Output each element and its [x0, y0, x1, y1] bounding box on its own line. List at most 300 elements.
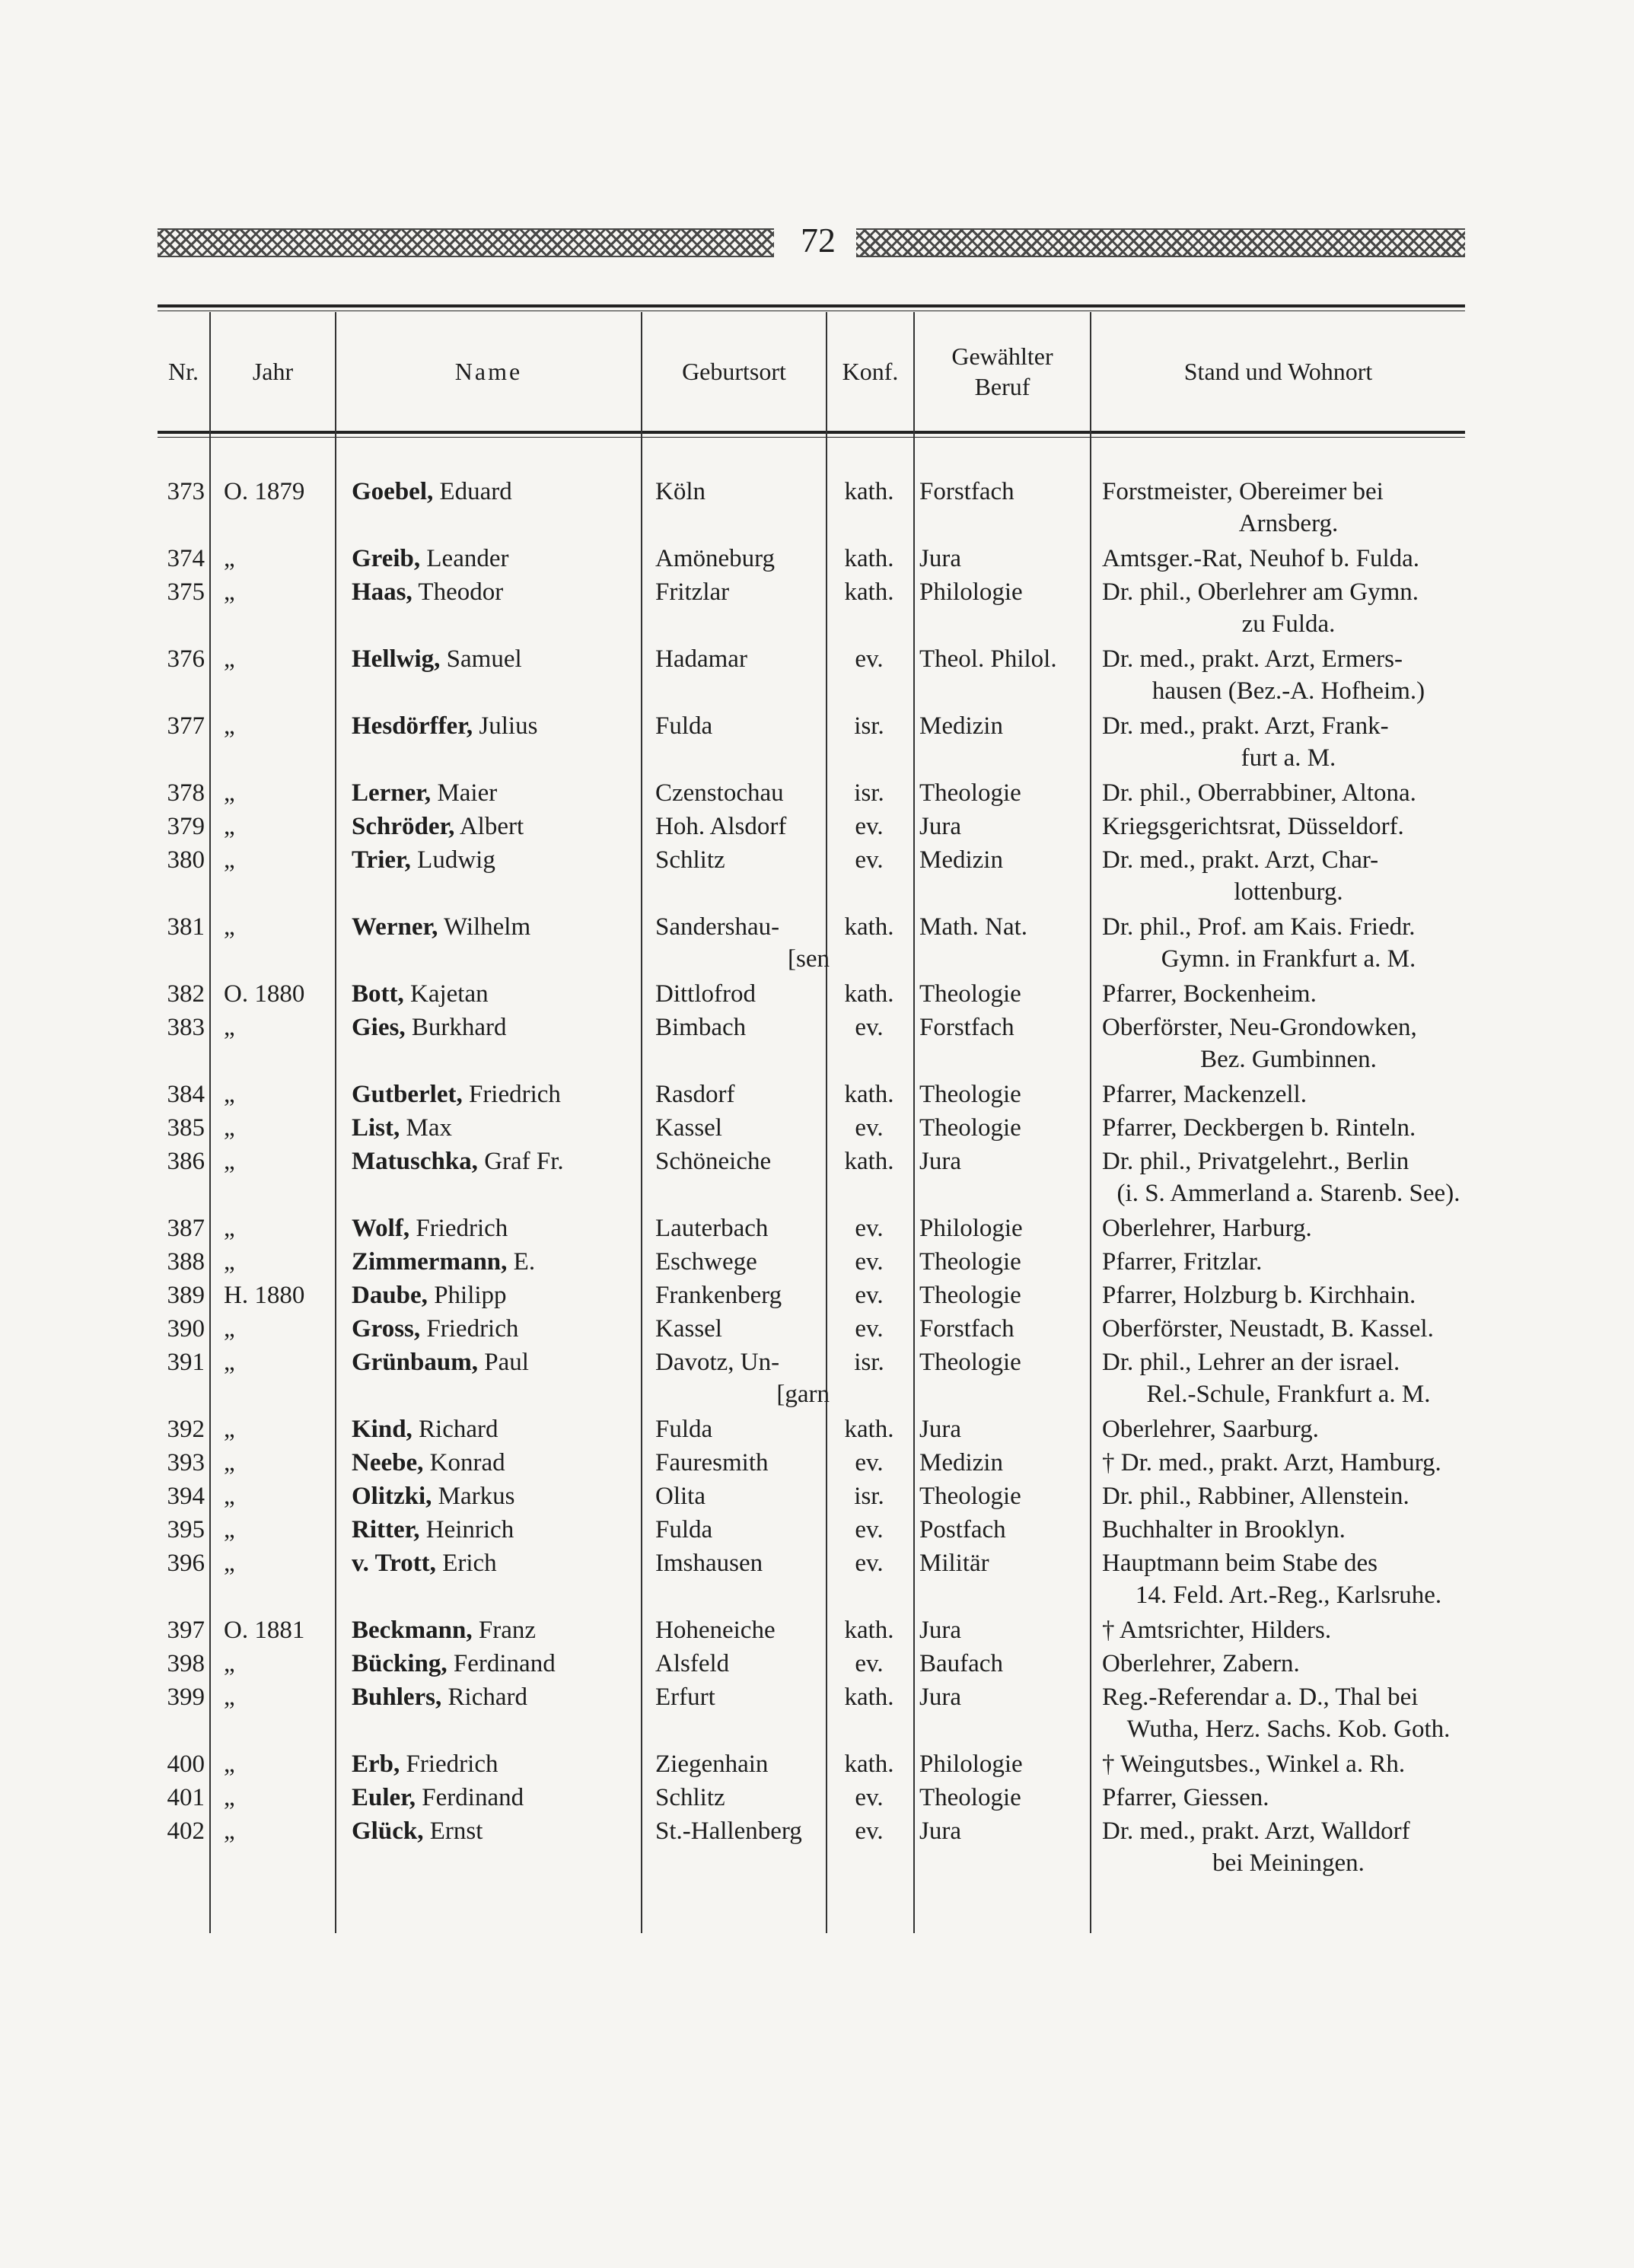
surname: Buhlers,: [352, 1683, 442, 1711]
status-residence: [1102, 978, 1475, 1010]
birthplace: [655, 476, 827, 508]
birthplace: [655, 1346, 830, 1408]
entry-year: O. 1881: [224, 1617, 305, 1644]
status-residence: [1102, 1011, 1475, 1075]
chosen-profession: Theol. Philol.: [919, 645, 1057, 673]
status-continuation: zu Fulda.: [1241, 610, 1336, 638]
given-name: Leander: [426, 545, 509, 572]
given-name: E.: [513, 1248, 536, 1276]
chosen-profession: Medizin: [919, 846, 1003, 874]
entry-year: „: [224, 1750, 235, 1778]
given-name: Maier: [437, 779, 498, 807]
status-line: Dr. phil., Rabbiner, Allenstein.: [1102, 1483, 1409, 1510]
birthplace-line: Eschwege: [655, 1248, 757, 1276]
birthplace: [655, 1078, 827, 1110]
entry-number: 386: [167, 1148, 205, 1175]
given-name: Philipp: [434, 1282, 507, 1309]
header-stand: Stand und Wohnort: [1183, 358, 1373, 385]
status-line: Amtsger.-Rat, Neuhof b. Fulda.: [1102, 545, 1420, 572]
entry-number: 378: [167, 779, 205, 807]
status-residence: [1102, 1279, 1475, 1311]
status-residence: [1102, 1480, 1475, 1512]
birthplace-line: Olita: [655, 1483, 706, 1510]
birthplace: [655, 1313, 827, 1345]
entry-number: 393: [167, 1449, 205, 1476]
confession: ev.: [855, 1282, 884, 1309]
entry-year: „: [224, 846, 235, 874]
surname: List,: [352, 1114, 400, 1142]
given-name: Burkhard: [411, 1014, 507, 1041]
confession: ev.: [855, 1315, 884, 1343]
status-line: Dr. phil., Oberlehrer am Gymn.: [1102, 578, 1419, 606]
status-residence: [1102, 911, 1475, 975]
status-line: † Amtsrichter, Hilders.: [1102, 1617, 1332, 1644]
entry-name: [352, 1112, 636, 1144]
confession: isr.: [854, 712, 884, 740]
confession: ev.: [855, 846, 884, 874]
given-name: Samuel: [446, 645, 522, 673]
birthplace: [655, 543, 827, 575]
given-name: Kajetan: [410, 980, 489, 1008]
status-line: Pfarrer, Bockenheim.: [1102, 980, 1317, 1008]
given-name: Konrad: [429, 1449, 505, 1476]
chosen-profession: Theologie: [919, 1483, 1021, 1510]
surname: Ritter,: [352, 1516, 420, 1543]
surname: Daube,: [352, 1282, 428, 1309]
chosen-profession: Forstfach: [919, 478, 1014, 505]
entry-number: 394: [167, 1483, 205, 1510]
birthplace: [655, 643, 827, 675]
status-continuation: lottenburg.: [1234, 878, 1343, 906]
given-name: Ludwig: [417, 846, 495, 874]
status-residence: [1102, 811, 1475, 843]
entry-name: [352, 1078, 636, 1110]
entry-number: 373: [167, 478, 205, 505]
entry-name: [352, 543, 636, 575]
surname: Lerner,: [352, 779, 432, 807]
confession: kath.: [844, 1683, 894, 1711]
status-line: Pfarrer, Deckbergen b. Rinteln.: [1102, 1114, 1416, 1142]
birthplace-line: Kassel: [655, 1315, 722, 1343]
birthplace-line: Kassel: [655, 1114, 722, 1142]
ornament-border-right: [856, 228, 1465, 257]
status-residence: [1102, 1782, 1475, 1814]
chosen-profession: Theologie: [919, 980, 1021, 1008]
status-line: Oberlehrer, Harburg.: [1102, 1215, 1312, 1242]
birthplace-line: Ziegenhain: [655, 1750, 769, 1778]
birthplace: [655, 978, 827, 1010]
entry-name: [352, 844, 636, 876]
surname: v. Trott,: [352, 1550, 436, 1577]
status-line: † Dr. med., prakt. Arzt, Hamburg.: [1102, 1449, 1441, 1476]
birthplace: [655, 1748, 827, 1780]
status-residence: [1102, 1145, 1475, 1209]
status-line: Oberlehrer, Zabern.: [1102, 1650, 1300, 1677]
status-line: Hauptmann beim Stabe des: [1102, 1550, 1378, 1577]
confession: ev.: [855, 1215, 884, 1242]
status-line: Forstmeister, Obereimer bei: [1102, 478, 1384, 505]
status-residence: [1102, 1547, 1475, 1611]
status-line: Dr. med., prakt. Arzt, Walldorf: [1102, 1817, 1410, 1845]
status-residence: [1102, 777, 1475, 809]
birthplace-line: Köln: [655, 478, 706, 505]
header-konf: Konf.: [842, 358, 899, 385]
status-line: Dr. med., prakt. Arzt, Ermers-: [1102, 645, 1403, 673]
birthplace: [655, 1112, 827, 1144]
surname: Gross,: [352, 1315, 421, 1343]
entry-number: 377: [167, 712, 205, 740]
status-continuation: hausen (Bez.-A. Hofheim.): [1151, 677, 1425, 705]
entry-year: „: [224, 578, 235, 606]
birthplace-line: Fulda: [655, 712, 713, 740]
given-name: Erich: [442, 1550, 497, 1577]
entry-year: „: [224, 712, 235, 740]
table-top-rule: [158, 304, 1465, 307]
status-line: Dr. phil., Oberrabbiner, Altona.: [1102, 779, 1416, 807]
header-bottom-rule-thin: [158, 437, 1465, 438]
surname: Schröder,: [352, 813, 455, 840]
entry-year: „: [224, 1650, 235, 1677]
chosen-profession: Math. Nat.: [919, 913, 1028, 941]
status-line: Pfarrer, Fritzlar.: [1102, 1248, 1263, 1276]
entry-year: „: [224, 1784, 235, 1811]
surname: Goebel,: [352, 478, 434, 505]
birthplace: [655, 911, 830, 973]
confession: ev.: [855, 1516, 884, 1543]
given-name: Eduard: [439, 478, 512, 505]
entry-name: [352, 1313, 636, 1345]
entry-year: „: [224, 1014, 235, 1041]
given-name: Max: [406, 1114, 453, 1142]
given-name: Graf Fr.: [484, 1148, 564, 1175]
confession: ev.: [855, 645, 884, 673]
confession: kath.: [844, 1148, 894, 1175]
page-number: 72: [801, 221, 836, 260]
birthplace-line: Hadamar: [655, 645, 747, 673]
surname: Neebe,: [352, 1449, 424, 1476]
given-name: Friedrich: [416, 1215, 508, 1242]
status-line: † Weingutsbes., Winkel a. Rh.: [1102, 1750, 1406, 1778]
entry-name: [352, 710, 636, 742]
chosen-profession: Jura: [919, 1683, 961, 1711]
chosen-profession: Jura: [919, 813, 961, 840]
column-divider: [641, 312, 642, 1933]
header-geburtsort: Geburtsort: [682, 358, 786, 385]
entry-year: „: [224, 1248, 235, 1276]
status-continuation: Bez. Gumbinnen.: [1200, 1046, 1377, 1073]
entry-year: „: [224, 1081, 235, 1108]
confession: ev.: [855, 1248, 884, 1276]
status-residence: [1102, 1313, 1475, 1345]
chosen-profession: Forstfach: [919, 1014, 1014, 1041]
surname: Trier,: [352, 846, 411, 874]
status-line: Oberförster, Neustadt, B. Kassel.: [1102, 1315, 1434, 1343]
given-name: Julius: [479, 712, 538, 740]
status-residence: [1102, 1078, 1475, 1110]
entry-number: 379: [167, 813, 205, 840]
chosen-profession: Jura: [919, 545, 961, 572]
chosen-profession: Theologie: [919, 1114, 1021, 1142]
status-continuation: Gymn. in Frankfurt a. M.: [1161, 945, 1416, 973]
birthplace: [655, 1547, 827, 1579]
status-residence: [1102, 1815, 1475, 1879]
entry-year: „: [224, 779, 235, 807]
birthplace: [655, 710, 827, 742]
chosen-profession: Jura: [919, 1817, 961, 1845]
surname: Euler,: [352, 1784, 416, 1811]
status-residence: [1102, 1614, 1475, 1646]
entry-name: [352, 1614, 636, 1646]
surname: Bücking,: [352, 1650, 448, 1677]
entry-number: 375: [167, 578, 205, 606]
status-line: Pfarrer, Mackenzell.: [1102, 1081, 1307, 1108]
entry-name: [352, 1748, 636, 1780]
status-residence: [1102, 710, 1475, 774]
entry-year: „: [224, 1349, 235, 1376]
given-name: Richard: [419, 1416, 498, 1443]
status-continuation: (i. S. Ammerland a. Starenb. See).: [1116, 1180, 1460, 1207]
birthplace-line: Schlitz: [655, 1784, 725, 1811]
birthplace-line: Hoh. Alsdorf: [655, 813, 787, 840]
entry-name: [352, 811, 636, 843]
confession: ev.: [855, 1817, 884, 1845]
surname: Glück,: [352, 1817, 424, 1845]
chosen-profession: Theologie: [919, 1081, 1021, 1108]
entry-number: 385: [167, 1114, 205, 1142]
confession: isr.: [854, 1483, 884, 1510]
given-name: Ferdinand: [453, 1650, 556, 1677]
birthplace-line: Hoheneiche: [655, 1617, 776, 1644]
given-name: Franz: [478, 1617, 536, 1644]
surname: Haas,: [352, 578, 412, 606]
entry-year: „: [224, 1449, 235, 1476]
entry-name: [352, 1246, 636, 1278]
entry-name: [352, 1547, 636, 1579]
chosen-profession: Philologie: [919, 1750, 1023, 1778]
given-name: Theodor: [418, 578, 504, 606]
entry-year: „: [224, 1550, 235, 1577]
confession: ev.: [855, 1784, 884, 1811]
status-residence: [1102, 1681, 1475, 1745]
chosen-profession: Theologie: [919, 1282, 1021, 1309]
given-name: Friedrich: [406, 1750, 498, 1778]
confession: ev.: [855, 1014, 884, 1041]
birthplace: [655, 1648, 827, 1680]
birthplace: [655, 1212, 827, 1244]
status-residence: [1102, 1447, 1475, 1479]
birthplace: [655, 1782, 827, 1814]
confession: ev.: [855, 1114, 884, 1142]
confession: kath.: [844, 1617, 894, 1644]
entry-number: 395: [167, 1516, 205, 1543]
entry-name: [352, 643, 636, 675]
surname: Matuschka,: [352, 1148, 478, 1175]
status-residence: [1102, 576, 1475, 640]
birthplace-line: Davotz, Un-: [655, 1349, 780, 1376]
surname: Bott,: [352, 980, 404, 1008]
birthplace-line: Fauresmith: [655, 1449, 769, 1476]
confession: kath.: [844, 980, 894, 1008]
surname: Erb,: [352, 1750, 400, 1778]
entry-number: 401: [167, 1784, 205, 1811]
given-name: Wilhelm: [444, 913, 531, 941]
given-name: Friedrich: [426, 1315, 519, 1343]
birthplace: [655, 1681, 827, 1713]
header-nr: Nr.: [168, 358, 199, 385]
confession: kath.: [844, 545, 894, 572]
header-name: Name: [454, 358, 523, 385]
entry-name: [352, 1648, 636, 1680]
birthplace: [655, 576, 827, 608]
given-name: Ernst: [429, 1817, 483, 1845]
entry-name: [352, 1212, 636, 1244]
header-jahr: Jahr: [252, 358, 294, 385]
entry-number: 391: [167, 1349, 205, 1376]
confession: kath.: [844, 1081, 894, 1108]
entry-name: [352, 1514, 636, 1546]
chosen-profession: Postfach: [919, 1516, 1006, 1543]
status-line: Reg.-Referendar a. D., Thal bei: [1102, 1683, 1419, 1711]
surname: Kind,: [352, 1416, 412, 1443]
birthplace-continuation: [garn: [776, 1381, 830, 1408]
entry-year: „: [224, 1114, 235, 1142]
status-line: Dr. med., prakt. Arzt, Char-: [1102, 846, 1379, 874]
birthplace-line: Alsfeld: [655, 1650, 730, 1677]
surname: Wolf,: [352, 1215, 410, 1242]
entry-year: „: [224, 813, 235, 840]
birthplace-line: Bimbach: [655, 1014, 747, 1041]
birthplace: [655, 1011, 827, 1043]
birthplace-line: Imshausen: [655, 1550, 763, 1577]
birthplace: [655, 777, 827, 809]
entry-number: 380: [167, 846, 205, 874]
confession: kath.: [844, 578, 894, 606]
chosen-profession: Jura: [919, 1416, 961, 1443]
birthplace-line: Czenstochau: [655, 779, 784, 807]
status-residence: [1102, 1112, 1475, 1144]
given-name: Ferdinand: [422, 1784, 524, 1811]
status-line: Buchhalter in Brooklyn.: [1102, 1516, 1346, 1543]
header-bottom-rule: [158, 431, 1465, 434]
given-name: Heinrich: [425, 1516, 514, 1543]
status-residence: [1102, 543, 1475, 575]
chosen-profession: Medizin: [919, 712, 1003, 740]
entry-name: [352, 1681, 636, 1713]
entry-name: [352, 1145, 636, 1177]
status-continuation: Arnsberg.: [1238, 510, 1339, 537]
status-continuation: furt a. M.: [1241, 744, 1336, 772]
confession: ev.: [855, 1650, 884, 1677]
entry-name: [352, 1413, 636, 1445]
entry-name: [352, 1279, 636, 1311]
birthplace-line: Dittlofrod: [655, 980, 756, 1008]
status-residence: [1102, 844, 1475, 908]
header-beruf: Gewählter Beruf: [951, 342, 1053, 400]
chosen-profession: Philologie: [919, 1215, 1023, 1242]
chosen-profession: Medizin: [919, 1449, 1003, 1476]
chosen-profession: Theologie: [919, 1248, 1021, 1276]
entry-year: O. 1880: [224, 980, 305, 1008]
status-residence: [1102, 1648, 1475, 1680]
entry-name: [352, 576, 636, 608]
entry-year: H. 1880: [224, 1282, 305, 1309]
entry-year: „: [224, 645, 235, 673]
status-continuation: Rel.-Schule, Frankfurt a. M.: [1146, 1381, 1431, 1408]
birthplace: [655, 844, 827, 876]
entry-number: 390: [167, 1315, 205, 1343]
entry-number: 382: [167, 980, 205, 1008]
chosen-profession: Theologie: [919, 1784, 1021, 1811]
entry-number: 376: [167, 645, 205, 673]
entry-number: 392: [167, 1416, 205, 1443]
entry-year: O. 1879: [224, 478, 305, 505]
entry-number: 402: [167, 1817, 205, 1845]
status-continuation: 14. Feld. Art.-Reg., Karlsruhe.: [1135, 1582, 1442, 1609]
entry-name: [352, 1782, 636, 1814]
entry-name: [352, 1447, 636, 1479]
ornament-border-left: [158, 228, 774, 257]
entry-year: „: [224, 1516, 235, 1543]
chosen-profession: Theologie: [919, 779, 1021, 807]
entry-year: „: [224, 1148, 235, 1175]
entry-number: 399: [167, 1683, 205, 1711]
entry-name: [352, 911, 636, 943]
surname: Hesdörffer,: [352, 712, 473, 740]
chosen-profession: Forstfach: [919, 1315, 1014, 1343]
entry-name: [352, 476, 636, 508]
entry-year: „: [224, 545, 235, 572]
status-continuation: Wutha, Herz. Sachs. Kob. Goth.: [1126, 1715, 1451, 1743]
status-line: Dr. phil., Lehrer an der israel.: [1102, 1349, 1400, 1376]
confession: ev.: [855, 1550, 884, 1577]
chosen-profession: Militär: [919, 1550, 989, 1577]
status-line: Dr. phil., Privatgelehrt., Berlin: [1102, 1148, 1409, 1175]
status-line: Kriegsgerichtsrat, Düsseldorf.: [1102, 813, 1404, 840]
birthplace: [655, 1514, 827, 1546]
birthplace-line: Schlitz: [655, 846, 725, 874]
status-line: Oberlehrer, Saarburg.: [1102, 1416, 1319, 1443]
status-residence: [1102, 1246, 1475, 1278]
entry-year: „: [224, 1315, 235, 1343]
chosen-profession: Jura: [919, 1148, 961, 1175]
given-name: Albert: [459, 813, 524, 840]
surname: Gies,: [352, 1014, 406, 1041]
status-line: Oberförster, Neu-Grondowken,: [1102, 1014, 1417, 1041]
birthplace-continuation: [sen: [788, 945, 830, 973]
birthplace: [655, 811, 827, 843]
entry-number: 400: [167, 1750, 205, 1778]
entry-year: „: [224, 1483, 235, 1510]
surname: Greib,: [352, 545, 421, 572]
entry-number: 389: [167, 1282, 205, 1309]
entry-number: 388: [167, 1248, 205, 1276]
entry-number: 387: [167, 1215, 205, 1242]
confession: kath.: [844, 913, 894, 941]
status-residence: [1102, 476, 1475, 540]
birthplace-line: Fulda: [655, 1516, 713, 1543]
given-name: Markus: [438, 1483, 515, 1510]
confession: kath.: [844, 1750, 894, 1778]
entry-number: 383: [167, 1014, 205, 1041]
status-continuation: bei Meiningen.: [1212, 1849, 1365, 1877]
entry-year: „: [224, 1817, 235, 1845]
entry-name: [352, 777, 636, 809]
status-residence: [1102, 1346, 1475, 1410]
entry-name: [352, 1346, 636, 1378]
surname: Hellwig,: [352, 645, 441, 673]
status-line: Pfarrer, Giessen.: [1102, 1784, 1269, 1811]
column-divider: [209, 312, 211, 1933]
